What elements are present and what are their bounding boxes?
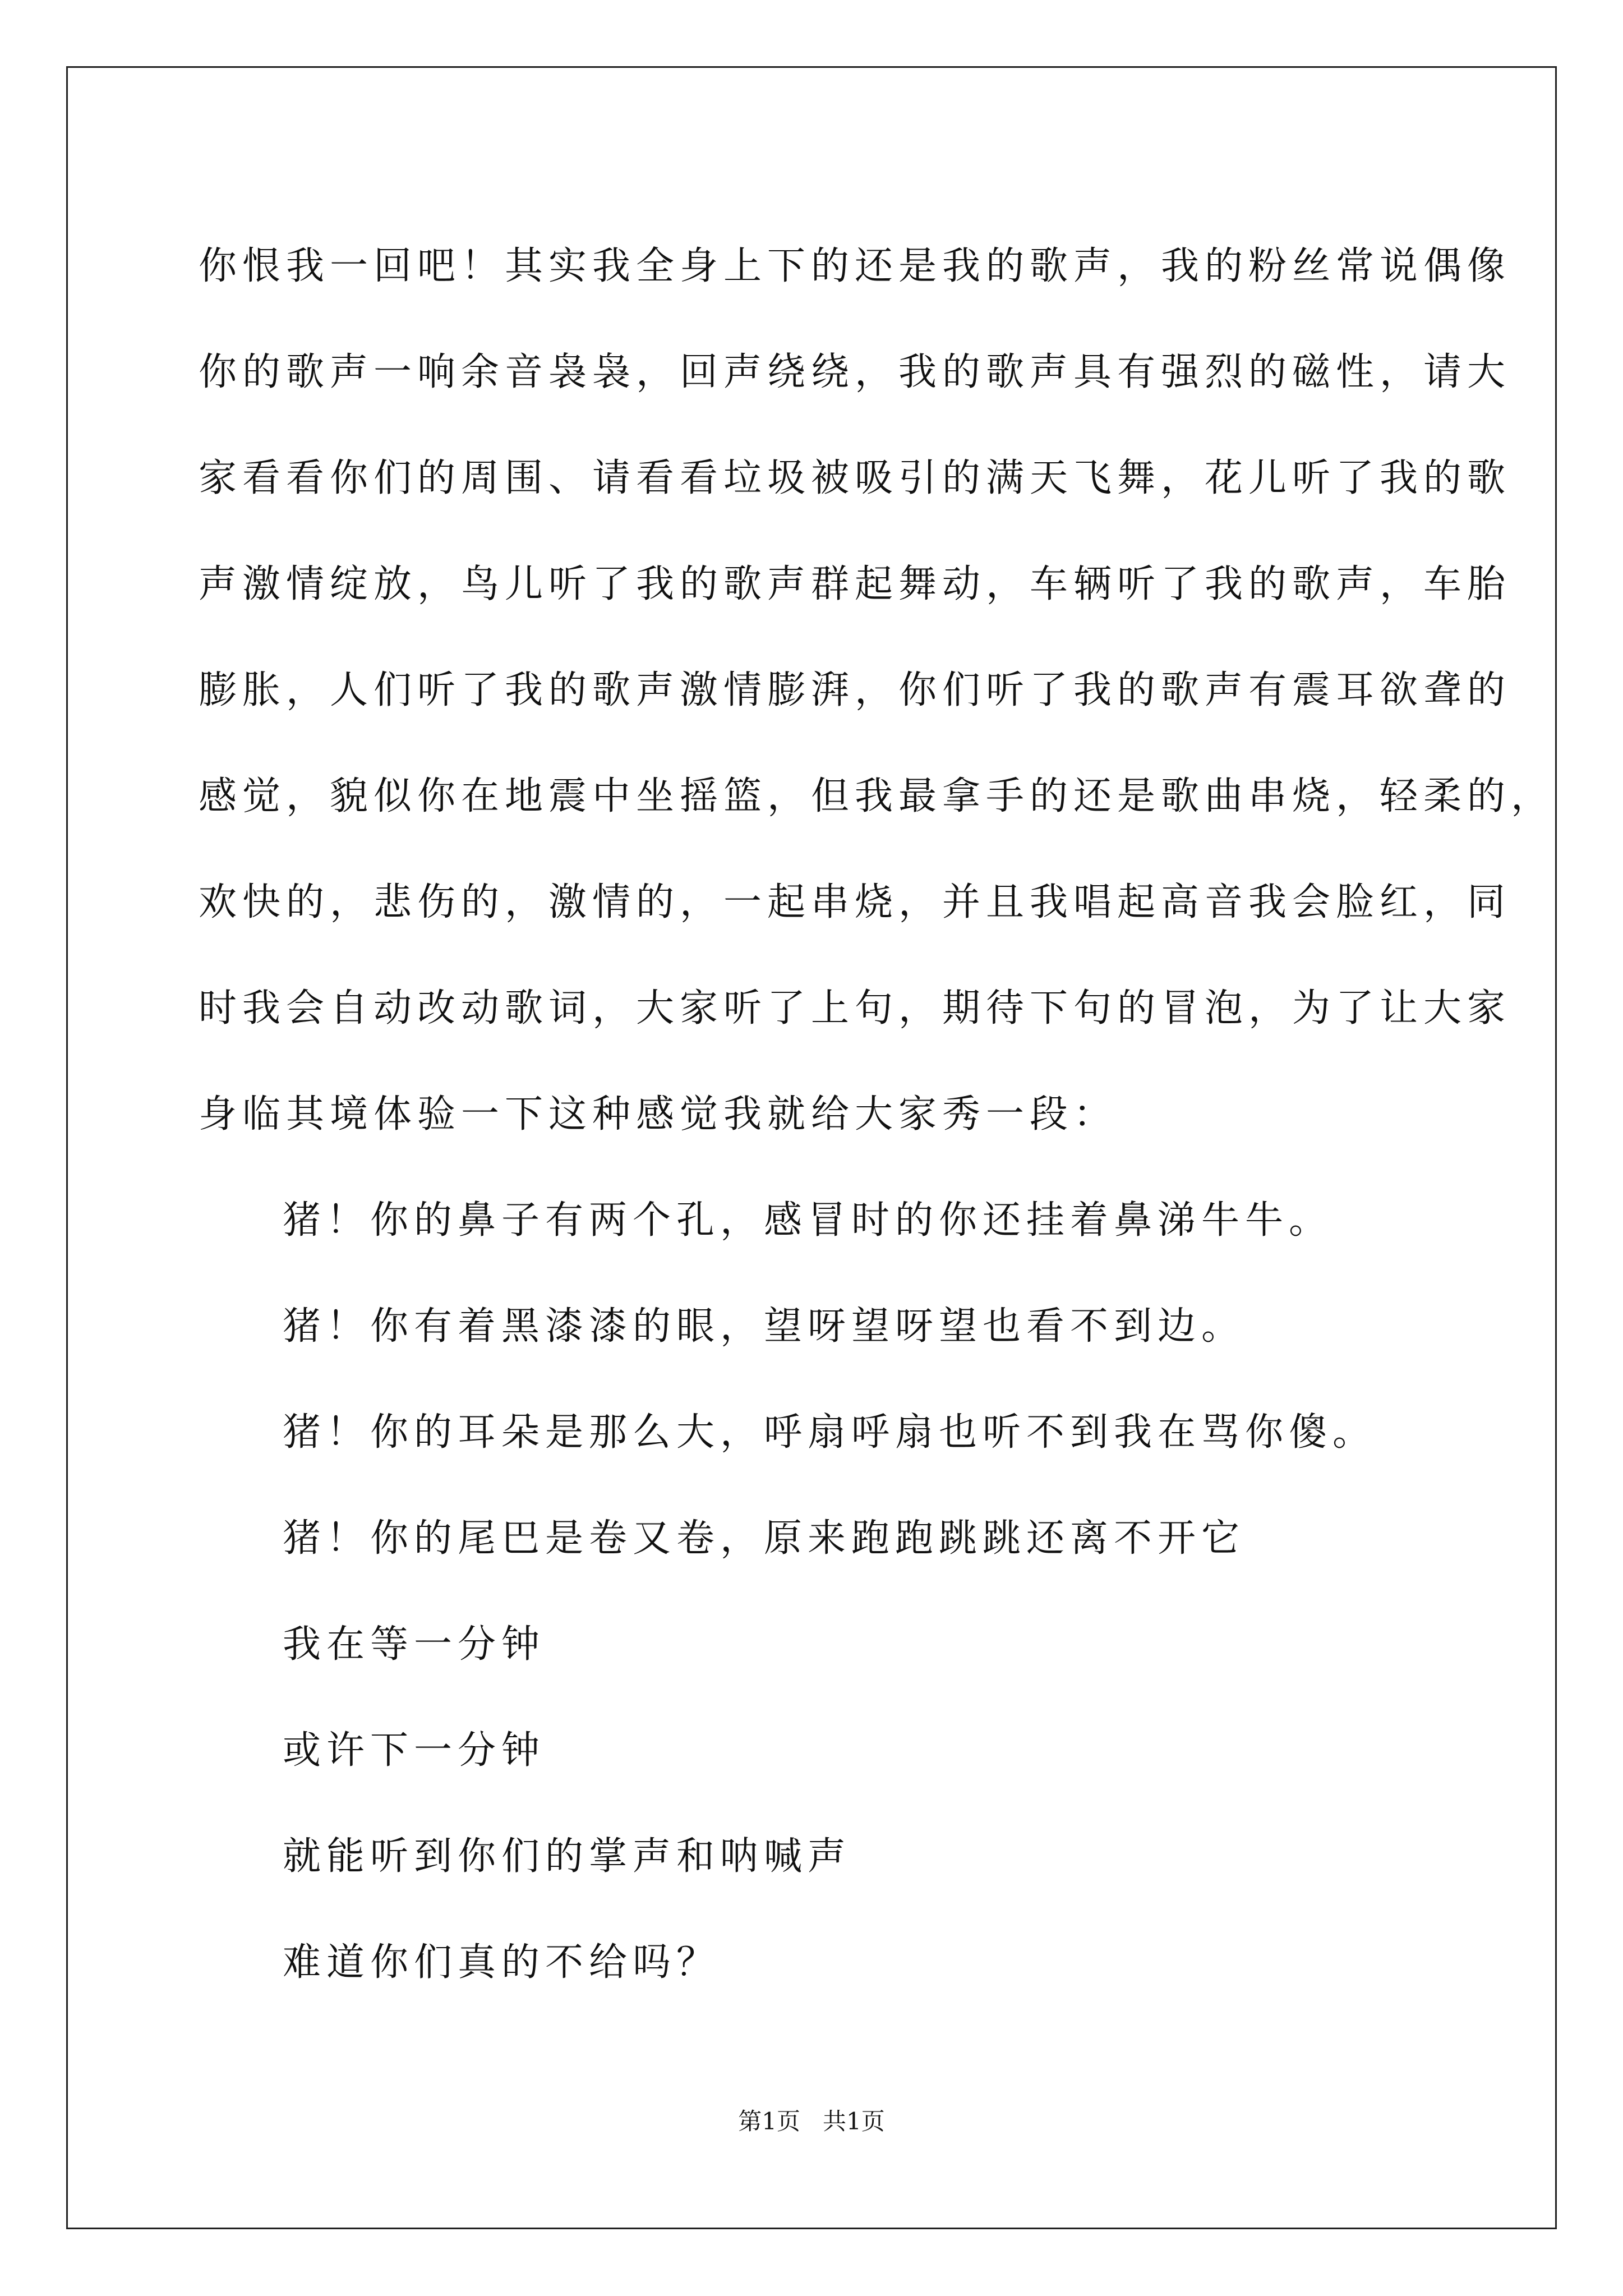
body-line: 身临其境体验一下这种感觉我就给大家秀一段：: [199, 1092, 1118, 1137]
page-footer: [0, 2105, 1623, 2138]
body-line: 时我会自动改动歌词，大家听了上句，期待下句的冒泡，为了让大家: [199, 986, 1511, 1030]
body-line: 你的歌声一响余音袅袅，回声绕绕，我的歌声具有强烈的磁性，请大: [199, 350, 1511, 394]
song-line: 猪！你的耳朵是那么大，呼扇呼扇也听不到我在骂你傻。: [283, 1410, 1377, 1455]
song-line: 或许下一分钟: [283, 1728, 546, 1773]
body-line: 你恨我一回吧！其实我全身上下的还是我的歌声，我的粉丝常说偶像: [199, 244, 1511, 288]
song-line: 就能听到你们的掌声和呐喊声: [283, 1834, 852, 1879]
body-line: 欢快的，悲伤的，激情的，一起串烧，并且我唱起高音我会脸红，同: [199, 880, 1511, 924]
song-line: 猪！你的鼻子有两个孔，感冒时的你还挂着鼻涕牛牛。: [283, 1198, 1333, 1243]
body-line: 膨胀，人们听了我的歌声激情膨湃，你们听了我的歌声有震耳欲聋的: [199, 668, 1511, 712]
song-line: 猪！你的尾巴是卷又卷，原来跑跑跳跳还离不开它: [283, 1516, 1246, 1561]
song-line: 猪！你有着黑漆漆的眼，望呀望呀望也看不到边。: [283, 1304, 1246, 1349]
song-line: 我在等一分钟: [283, 1622, 546, 1667]
page-total: 共1页: [823, 2108, 885, 2135]
page-number: 第1页: [738, 2108, 800, 2135]
body-line: 家看看你们的周围、请看看垃圾被吸引的满天飞舞，花儿听了我的歌: [199, 456, 1511, 500]
body-line: 感觉，貌似你在地震中坐摇篮，但我最拿手的还是歌曲串烧，轻柔的，: [199, 774, 1555, 818]
document-body: [199, 213, 1555, 2016]
body-line: 声激情绽放，鸟儿听了我的歌声群起舞动，车辆听了我的歌声，车胎: [199, 562, 1511, 606]
song-line: 难道你们真的不给吗？: [283, 1940, 721, 1985]
